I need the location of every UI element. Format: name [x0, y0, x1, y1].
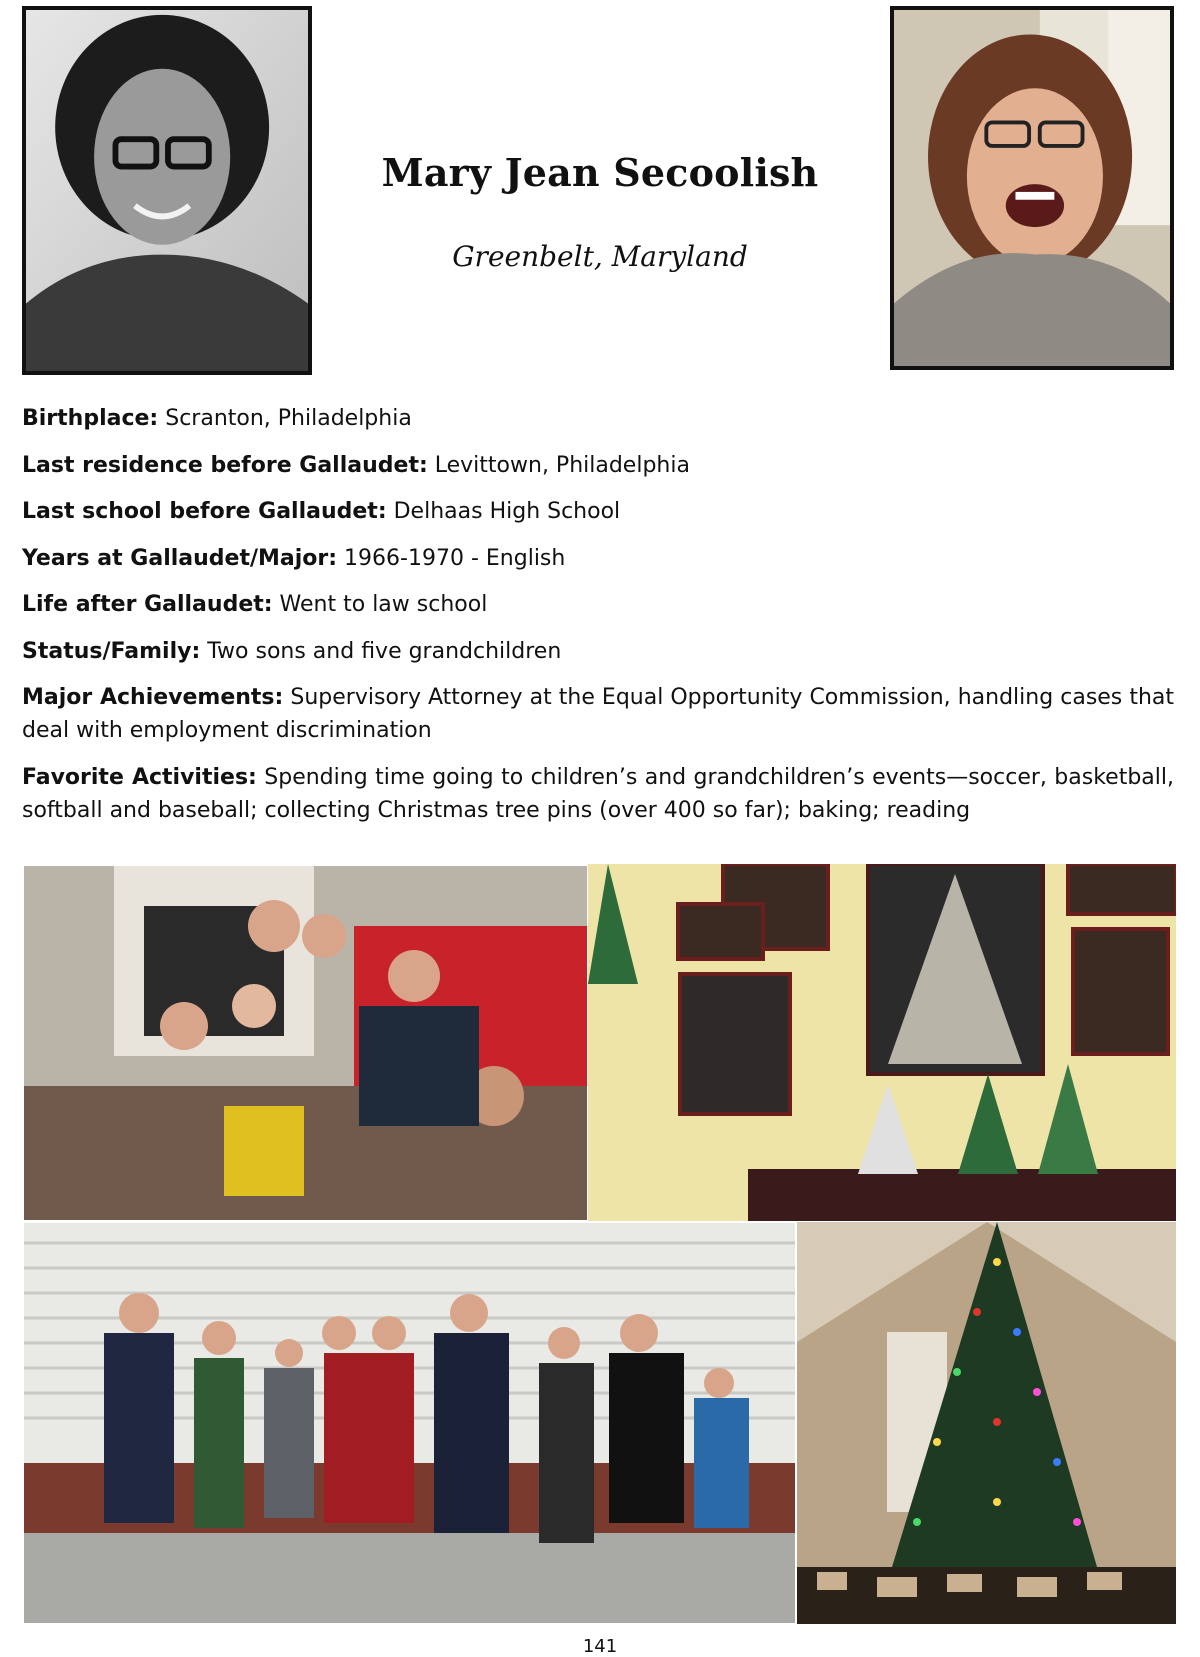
fact-favorite-activities — [22, 761, 1174, 827]
fact-label: Birthplace: — [22, 406, 159, 431]
fact-value: Levittown, Philadelphia — [427, 452, 690, 478]
lit-christmas-tree-photo — [797, 1222, 1176, 1624]
fact-value: Scranton, Philadelphia — [158, 406, 412, 431]
fact-status-family — [22, 635, 1174, 668]
family-living-room-photo — [24, 866, 587, 1220]
page-number: 141 — [582, 1636, 618, 1657]
fact-label: Major Achievements: — [22, 685, 284, 710]
fact-value: Went to law school — [272, 592, 488, 617]
fact-label: Last school before Gallaudet: — [22, 499, 387, 524]
fact-life-after — [22, 588, 1174, 621]
fact-last-residence — [22, 449, 1174, 482]
fact-value: Supervisory Attorney at the Equal Opportunity Commission, handling cases that deal with employment discrimination — [22, 685, 1175, 743]
fact-last-school — [22, 495, 1174, 528]
fact-label: Last residence before Gallaudet: — [22, 452, 428, 478]
christmas-pin-collection-photo — [588, 864, 1176, 1221]
fact-years-major — [22, 542, 1174, 575]
family-group-photo — [24, 1223, 795, 1623]
fact-value: 1966-1970 - English — [337, 545, 566, 571]
fact-label: Status/Family: — [22, 638, 201, 664]
fact-value: Delhaas High School — [386, 499, 621, 524]
recent-portrait-photo — [890, 6, 1174, 370]
fact-label: Life after Gallaudet: — [22, 592, 273, 617]
biography-facts — [22, 402, 1174, 840]
person-name-title: Mary Jean Secoolish — [381, 150, 819, 195]
fact-major-achievements — [22, 681, 1174, 747]
fact-label: Years at Gallaudet/Major: — [22, 545, 338, 571]
yearbook-portrait-photo — [22, 6, 312, 375]
fact-value: Two sons and five grandchildren — [200, 638, 562, 664]
fact-birthplace — [22, 402, 1174, 435]
person-location: Greenbelt, Maryland — [452, 240, 748, 273]
fact-value: Spending time going to children’s and grandchildren’s events—soccer, basketball, softball and baseball; collecting Christmas tree pins (over 400 so far); baking; reading — [22, 764, 1174, 823]
fact-label: Favorite Activities: — [22, 764, 257, 790]
